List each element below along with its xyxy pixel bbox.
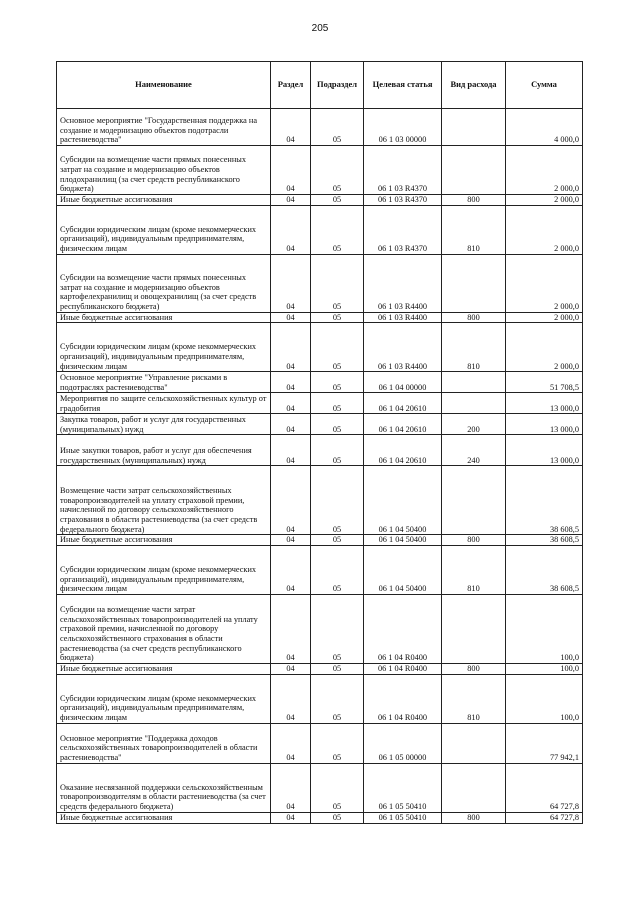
cell-subsection: 05 [311, 109, 364, 146]
cell-name: Иные бюджетные ассигнования [57, 195, 271, 206]
cell-expense-type [442, 466, 506, 535]
cell-sum: 13 000,0 [506, 393, 583, 414]
cell-sum: 38 608,5 [506, 535, 583, 546]
cell-subsection: 05 [311, 595, 364, 664]
cell-section: 04 [271, 763, 311, 812]
cell-name: Иные бюджетные ассигнования [57, 664, 271, 675]
cell-expense-type [442, 763, 506, 812]
cell-section: 04 [271, 323, 311, 372]
header-subsection: Подраздел [311, 62, 364, 109]
cell-name: Основное мероприятие "Управление рисками в подотраслях растениеводства" [57, 372, 271, 393]
cell-subsection: 05 [311, 146, 364, 195]
cell-sum: 4 000,0 [506, 109, 583, 146]
table-row [57, 393, 583, 414]
cell-section: 04 [271, 546, 311, 595]
cell-expense-type: 800 [442, 535, 506, 546]
cell-subsection: 05 [311, 414, 364, 435]
cell-subsection: 05 [311, 674, 364, 723]
table-row [57, 146, 583, 195]
cell-subsection: 05 [311, 664, 364, 675]
cell-expense-type: 810 [442, 674, 506, 723]
cell-name: Субсидии на возмещение части затрат сельскохозяйственных товаропроизводителей на уплату страховой премии, начисленной по договору сельскохозяйственного страхования в области растениеводства (за счет средств республиканского бюджета) [57, 595, 271, 664]
table-row [57, 414, 583, 435]
cell-section: 04 [271, 312, 311, 323]
table-header-row [57, 62, 583, 109]
cell-section: 04 [271, 205, 311, 254]
table-row [57, 109, 583, 146]
cell-expense-type: 800 [442, 664, 506, 675]
cell-sum: 100,0 [506, 595, 583, 664]
cell-section: 04 [271, 595, 311, 664]
cell-expense-type: 240 [442, 435, 506, 466]
header-target-article: Целевая статья [364, 62, 442, 109]
cell-sum: 38 608,5 [506, 466, 583, 535]
cell-target-article: 06 1 04 R0400 [364, 595, 442, 664]
table-row [57, 546, 583, 595]
header-sum: Сумма [506, 62, 583, 109]
cell-sum: 2 000,0 [506, 254, 583, 312]
cell-subsection: 05 [311, 323, 364, 372]
cell-subsection: 05 [311, 312, 364, 323]
cell-section: 04 [271, 195, 311, 206]
cell-expense-type: 810 [442, 546, 506, 595]
cell-expense-type: 810 [442, 205, 506, 254]
cell-subsection: 05 [311, 546, 364, 595]
cell-sum: 51 708,5 [506, 372, 583, 393]
cell-name: Иные бюджетные ассигнования [57, 812, 271, 823]
cell-sum: 100,0 [506, 664, 583, 675]
table-body [57, 109, 583, 824]
cell-name: Субсидии юридическим лицам (кроме некоммерческих организаций), индивидуальным предпринимателям, физическим лицам [57, 674, 271, 723]
cell-name: Мероприятия по защите сельскохозяйственных культур от градобития [57, 393, 271, 414]
cell-section: 04 [271, 723, 311, 763]
cell-expense-type: 800 [442, 812, 506, 823]
cell-expense-type [442, 109, 506, 146]
cell-sum: 2 000,0 [506, 146, 583, 195]
cell-section: 04 [271, 535, 311, 546]
cell-sum: 77 942,1 [506, 723, 583, 763]
cell-name: Иные закупки товаров, работ и услуг для обеспечения государственных (муниципальных) нужд [57, 435, 271, 466]
cell-section: 04 [271, 664, 311, 675]
cell-expense-type: 200 [442, 414, 506, 435]
cell-sum: 13 000,0 [506, 435, 583, 466]
cell-sum: 2 000,0 [506, 195, 583, 206]
table-row [57, 723, 583, 763]
cell-target-article: 06 1 04 20610 [364, 435, 442, 466]
cell-section: 04 [271, 146, 311, 195]
cell-expense-type [442, 723, 506, 763]
cell-expense-type [442, 595, 506, 664]
table-row [57, 435, 583, 466]
cell-sum: 64 727,8 [506, 812, 583, 823]
cell-target-article: 06 1 04 R0400 [364, 664, 442, 675]
header-expense-type: Вид расхода [442, 62, 506, 109]
cell-sum: 2 000,0 [506, 205, 583, 254]
cell-name: Субсидии на возмещение части прямых понесенных затрат на создание и модернизацию объектов плодохранилищ (за счет средств республиканского бюджета) [57, 146, 271, 195]
cell-target-article: 06 1 03 R4370 [364, 195, 442, 206]
cell-section: 04 [271, 109, 311, 146]
cell-subsection: 05 [311, 205, 364, 254]
cell-sum: 64 727,8 [506, 763, 583, 812]
cell-section: 04 [271, 674, 311, 723]
table-row [57, 195, 583, 206]
cell-target-article: 06 1 05 00000 [364, 723, 442, 763]
cell-target-article: 06 1 03 R4400 [364, 323, 442, 372]
cell-sum: 13 000,0 [506, 414, 583, 435]
cell-target-article: 06 1 05 50410 [364, 812, 442, 823]
cell-target-article: 06 1 04 50400 [364, 466, 442, 535]
cell-subsection: 05 [311, 372, 364, 393]
table-row [57, 312, 583, 323]
cell-expense-type [442, 372, 506, 393]
table-row [57, 323, 583, 372]
table-row [57, 254, 583, 312]
page-number: 205 [311, 23, 329, 34]
cell-target-article: 06 1 05 50410 [364, 763, 442, 812]
cell-section: 04 [271, 254, 311, 312]
header-name: Наименование [57, 62, 271, 109]
cell-sum: 38 608,5 [506, 546, 583, 595]
table-row [57, 763, 583, 812]
table-row [57, 664, 583, 675]
cell-subsection: 05 [311, 812, 364, 823]
cell-name: Субсидии юридическим лицам (кроме некоммерческих организаций), индивидуальным предпринимателям, физическим лицам [57, 546, 271, 595]
cell-name: Оказание несвязанной поддержки сельскохозяйственным товаропроизводителям в области растениеводства (за счет средств федерального бюджета) [57, 763, 271, 812]
cell-subsection: 05 [311, 466, 364, 535]
cell-target-article: 06 1 03 R4370 [364, 205, 442, 254]
cell-expense-type: 800 [442, 195, 506, 206]
cell-target-article: 06 1 04 50400 [364, 535, 442, 546]
cell-sum: 2 000,0 [506, 323, 583, 372]
cell-name: Иные бюджетные ассигнования [57, 535, 271, 546]
cell-subsection: 05 [311, 435, 364, 466]
cell-expense-type: 810 [442, 323, 506, 372]
cell-name: Субсидии юридическим лицам (кроме некоммерческих организаций), индивидуальным предпринимателям, физическим лицам [57, 323, 271, 372]
cell-subsection: 05 [311, 763, 364, 812]
cell-name: Основное мероприятие "Государственная поддержка на создание и модернизацию объектов подотрасли растениеводства" [57, 109, 271, 146]
table-row [57, 595, 583, 664]
cell-sum: 2 000,0 [506, 312, 583, 323]
cell-subsection: 05 [311, 723, 364, 763]
cell-section: 04 [271, 393, 311, 414]
cell-target-article: 06 1 04 R0400 [364, 674, 442, 723]
cell-section: 04 [271, 466, 311, 535]
table-row [57, 372, 583, 393]
cell-name: Основное мероприятие "Поддержка доходов сельскохозяйственных товаропроизводителей в области растениеводства" [57, 723, 271, 763]
cell-subsection: 05 [311, 535, 364, 546]
cell-section: 04 [271, 812, 311, 823]
cell-target-article: 06 1 04 00000 [364, 372, 442, 393]
table-row [57, 535, 583, 546]
cell-expense-type [442, 146, 506, 195]
cell-name: Иные бюджетные ассигнования [57, 312, 271, 323]
cell-subsection: 05 [311, 254, 364, 312]
table-row [57, 205, 583, 254]
budget-table [56, 61, 583, 824]
cell-name: Возмещение части затрат сельскохозяйственных товаропроизводителей на уплату страховой премии, начисленной по договору сельскохозяйственного страхования в области растениеводства (за счет средств федерального бюджета) [57, 466, 271, 535]
cell-subsection: 05 [311, 393, 364, 414]
cell-name: Закупка товаров, работ и услуг для государственных (муниципальных) нужд [57, 414, 271, 435]
cell-target-article: 06 1 03 R4400 [364, 254, 442, 312]
cell-target-article: 06 1 03 R4400 [364, 312, 442, 323]
cell-section: 04 [271, 372, 311, 393]
cell-section: 04 [271, 435, 311, 466]
table-row [57, 812, 583, 823]
cell-target-article: 06 1 03 R4370 [364, 146, 442, 195]
cell-sum: 100,0 [506, 674, 583, 723]
cell-expense-type: 800 [442, 312, 506, 323]
cell-expense-type [442, 393, 506, 414]
cell-target-article: 06 1 04 20610 [364, 393, 442, 414]
table-row [57, 674, 583, 723]
cell-subsection: 05 [311, 195, 364, 206]
table-row [57, 466, 583, 535]
cell-name: Субсидии на возмещение части прямых понесенных затрат на создание и модернизацию объектов картофелехранилищ и овощехранилищ (за счет средств республиканского бюджета) [57, 254, 271, 312]
header-section: Раздел [271, 62, 311, 109]
cell-target-article: 06 1 04 20610 [364, 414, 442, 435]
cell-section: 04 [271, 414, 311, 435]
cell-name: Субсидии юридическим лицам (кроме некоммерческих организаций), индивидуальным предпринимателям, физическим лицам [57, 205, 271, 254]
cell-expense-type [442, 254, 506, 312]
cell-target-article: 06 1 03 00000 [364, 109, 442, 146]
cell-target-article: 06 1 04 50400 [364, 546, 442, 595]
